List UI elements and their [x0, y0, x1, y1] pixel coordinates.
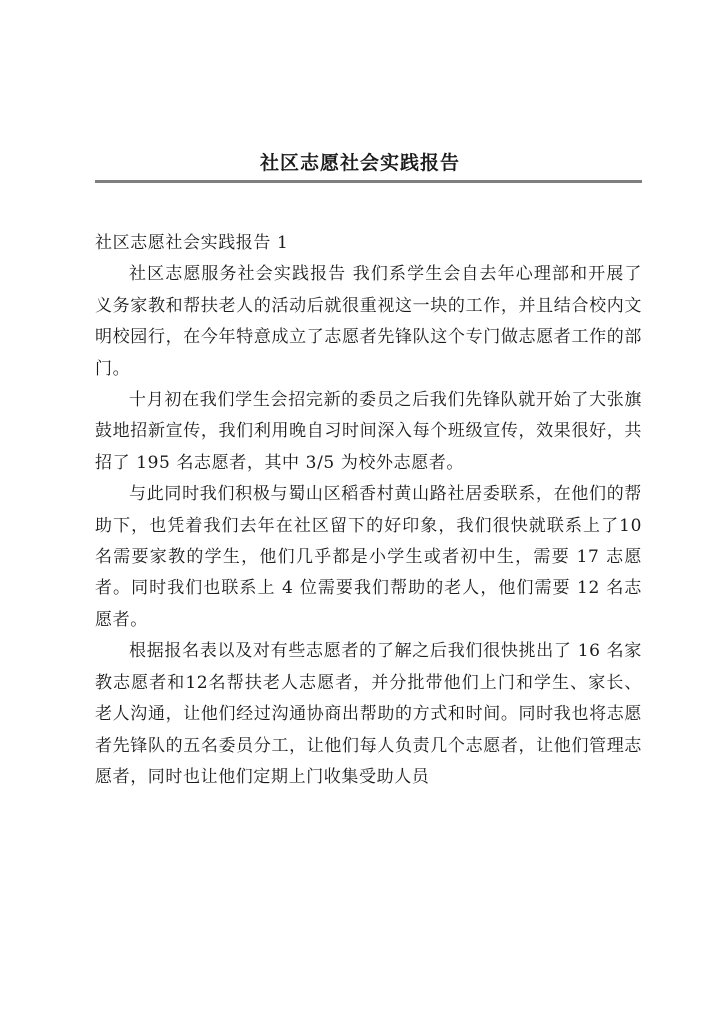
- paragraph-2: 十月初在我们学生会招完新的委员之后我们先锋队就开始了大张旗鼓地招新宣传，我们利用晚自习时间深入每个班级宣传，效果很好，共招了 195 名志愿者，其中 3/5 为校外志愿者。: [95, 390, 642, 473]
- title-divider: [95, 180, 642, 183]
- paragraph-4: 根据报名表以及对有些志愿者的了解之后我们很快挑出了 16 名家教志愿者和12名帮扶老人志愿者，并分批带他们上门和学生、家长、老人沟通，让他们经过沟通协商出帮助的方式和时间。同时我也将志愿者先锋队的五名委员分工，让他们每人负责几个志愿者，让他们管理志愿者，同时也让他们定期上门收集受助人员: [95, 641, 642, 787]
- section-heading: 社区志愿社会实践报告 1: [95, 233, 289, 253]
- document-body: [95, 228, 642, 793]
- document-title: 社区志愿社会实践报告: [259, 152, 460, 174]
- paragraph-1: 社区志愿服务社会实践报告 我们系学生会自去年心理部和开展了义务家教和帮扶老人的活动后就很重视这一块的工作，并且结合校内文明校园行，在今年特意成立了志愿者先锋队这个专门做志愿者工作的部门。: [95, 264, 642, 379]
- paragraph-3: 与此同时我们积极与蜀山区稻香村黄山路社居委联系，在他们的帮助下，也凭着我们去年在社区留下的好印象，我们很快就联系上了10名需要家教的学生，他们几乎都是小学生或者初中生，需要 17 志愿者。同时我们也联系上 4 位需要我们帮助的老人，他们需要 12 名志愿者。: [95, 484, 642, 630]
